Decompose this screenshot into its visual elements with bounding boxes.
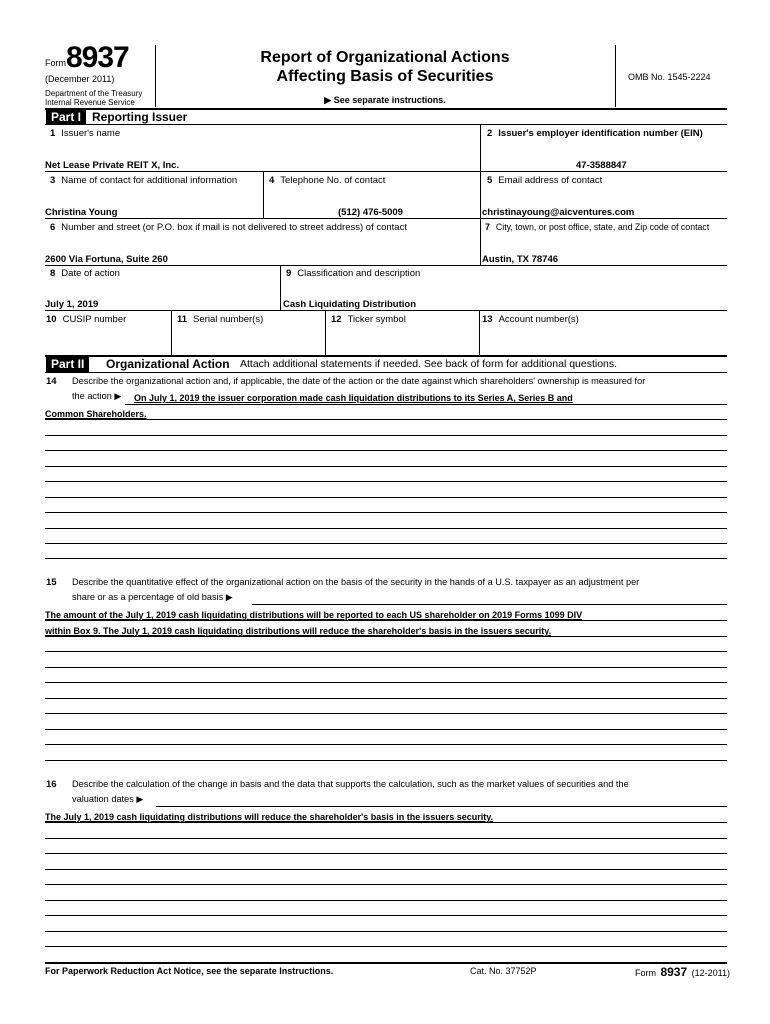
- q15-answer-line1[interactable]: The amount of the July 1, 2019 cash liquidating distributions will be reported to each US shareholder on 2019 Forms 1099 DIV: [45, 610, 583, 620]
- part2-subtitle: Attach additional statements if needed. See back of form for additional questions.: [240, 358, 618, 370]
- form-title: Report of Organizational Actions Affecting Basis of Securities: [260, 49, 510, 85]
- q16-answer-line1[interactable]: The July 1, 2019 cash liquidating distributions will reduce the shareholder's basis in the issuers security.: [45, 812, 494, 822]
- contact-name[interactable]: Christina Young: [45, 207, 118, 218]
- part1-tag: Part I: [46, 109, 86, 125]
- cusip-input[interactable]: [45, 330, 169, 352]
- q14-prompt: Describe the organizational action and, if applicable, the date of the action or the date against which shareholders' ownership is measured for: [72, 376, 646, 386]
- q15-prompt-cont: share or as a percentage of old basis ▶: [72, 592, 233, 602]
- field1-label: 1 Issuer's name: [50, 128, 121, 139]
- issuer-ein[interactable]: 47-3588847: [576, 160, 627, 171]
- city-state-zip[interactable]: Austin, TX 78746: [482, 254, 559, 265]
- serial-number-input[interactable]: [173, 330, 323, 352]
- q16-prompt-cont: valuation dates ▶: [72, 794, 144, 804]
- q15-number: 15: [46, 577, 57, 588]
- q14-prompt-cont: the action ▶: [72, 391, 122, 401]
- ticker-input[interactable]: [327, 330, 477, 352]
- see-instructions: ▶ See separate instructions.: [324, 95, 446, 105]
- field6-label: 6 Number and street (or P.O. box if mail is not delivered to street address) of contact: [50, 222, 407, 233]
- field12-label: 12 Ticker symbol: [331, 314, 406, 325]
- contact-phone[interactable]: (512) 476-5009: [338, 207, 403, 218]
- field3-label: 3 Name of contact for additional information: [50, 175, 238, 186]
- q14-number: 14: [46, 376, 57, 387]
- street-address[interactable]: 2600 Via Fortuna, Suite 260: [45, 254, 168, 265]
- date-of-action[interactable]: July 1, 2019: [45, 299, 99, 310]
- field8-label: 8 Date of action: [50, 268, 120, 279]
- q14-answer-line1[interactable]: On July 1, 2019 the issuer corporation made cash liquidation distributions to its Series A, Series B and: [134, 393, 573, 403]
- issuer-name[interactable]: Net Lease Private REIT X, Inc.: [45, 160, 180, 171]
- q14-answer-line2[interactable]: Common Shareholders.: [45, 409, 147, 419]
- part1-title: Reporting Issuer: [92, 110, 188, 124]
- field9-label: 9 Classification and description: [286, 268, 421, 279]
- form-label: Form: [45, 58, 66, 68]
- form-number: 8937: [66, 41, 129, 74]
- dept-irs: Internal Revenue Service: [45, 98, 135, 107]
- account-number-input[interactable]: [481, 330, 725, 352]
- field10-label: 10 CUSIP number: [46, 314, 127, 325]
- contact-email[interactable]: christinayoung@aicventures.com: [482, 207, 635, 218]
- field5-label: 5 Email address of contact: [487, 175, 603, 186]
- field2-label: 2 Issuer's employer identification number (EIN): [487, 128, 703, 139]
- part2-title: Organizational Action: [106, 357, 230, 371]
- field13-label: 13 Account number(s): [482, 314, 579, 325]
- footer-form-id: Form 8937 (12-2011): [635, 965, 730, 979]
- form-revision: (December 2011): [45, 74, 115, 84]
- dept-treasury: Department of the Treasury: [45, 89, 143, 98]
- field7-label: 7 City, town, or post office, state, and Zip code of contact: [485, 222, 710, 232]
- q16-prompt: Describe the calculation of the change in basis and the data that supports the calculation, such as the market values of securities and the: [72, 779, 629, 789]
- omb-number: OMB No. 1545-2224: [628, 72, 711, 82]
- catalog-number: Cat. No. 37752P: [470, 966, 537, 976]
- paperwork-notice: For Paperwork Reduction Act Notice, see the separate Instructions.: [45, 966, 334, 976]
- part2-tag: Part II: [46, 356, 89, 372]
- q16-number: 16: [46, 779, 57, 790]
- classification-description[interactable]: Cash Liquidating Distribution: [283, 299, 416, 310]
- field11-label: 11 Serial number(s): [177, 314, 264, 325]
- field4-label: 4 Telephone No. of contact: [269, 175, 386, 186]
- q15-answer-line2[interactable]: within Box 9. The July 1, 2019 cash liquidating distributions will reduce the shareholder's basis in the issuers security.: [45, 626, 552, 636]
- q15-prompt: Describe the quantitative effect of the organizational action on the basis of the security in the hands of a U.S. taxpayer as an adjustment per: [72, 577, 640, 587]
